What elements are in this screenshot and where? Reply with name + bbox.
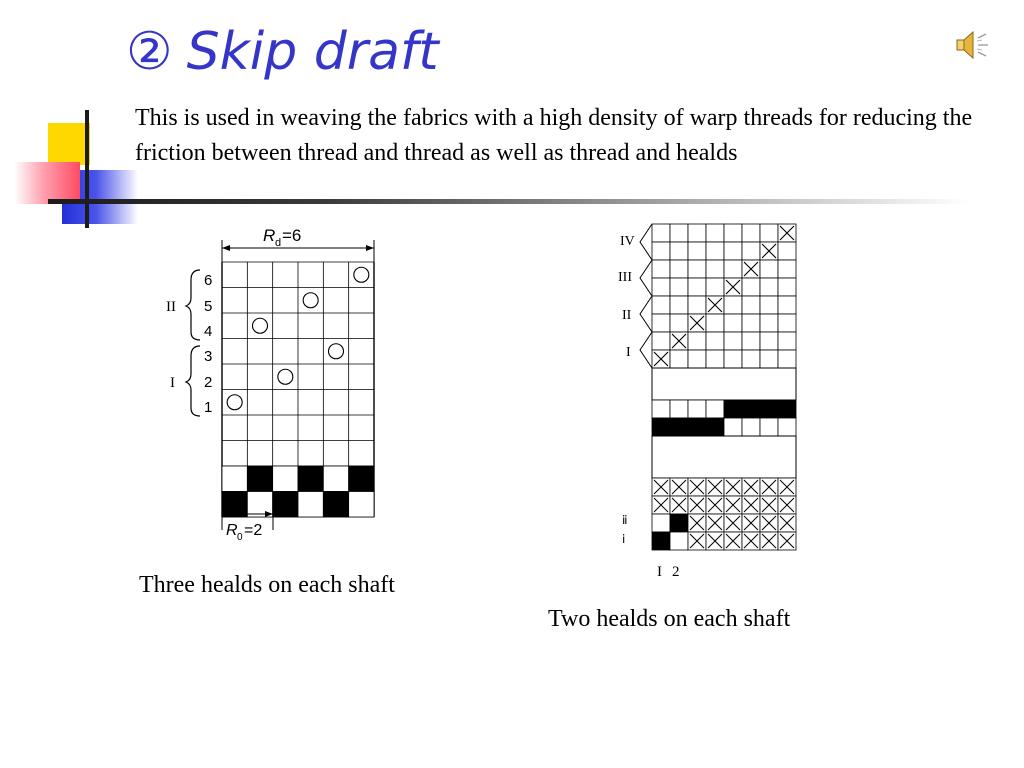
shaft-zigzag	[640, 296, 652, 332]
r0-value: =2	[244, 522, 263, 539]
speaker-icon[interactable]	[955, 28, 991, 62]
threading-cell	[706, 350, 724, 368]
row-label-3: 3	[204, 348, 213, 365]
row-label-5: 5	[204, 298, 213, 315]
threading-cell	[724, 260, 742, 278]
threading-cell	[760, 224, 778, 242]
denting-cell	[724, 400, 742, 418]
caption-two-healds: Two healds on each shaft	[548, 606, 791, 632]
side-mark-i: ⅰ	[622, 532, 626, 546]
threading-cell	[670, 296, 688, 314]
denting-cell	[688, 400, 706, 418]
threading-cell	[688, 242, 706, 260]
threading-cell	[652, 278, 670, 296]
threading-cell	[706, 314, 724, 332]
denting-cell	[652, 418, 670, 436]
r0-label: R	[226, 522, 238, 539]
threading-cell	[688, 350, 706, 368]
shaft-label-III: III	[618, 270, 632, 285]
threading-cell	[688, 278, 706, 296]
bottom-label-2: 2	[672, 564, 680, 580]
denting-cell	[298, 466, 323, 492]
shaft-label-II: II	[166, 299, 176, 315]
skip-draft-diagram-two-healds	[612, 220, 804, 586]
denting-cell	[323, 492, 348, 518]
threading-cell	[652, 260, 670, 278]
shaft-label-I: I	[170, 375, 175, 391]
denting-cell	[706, 400, 724, 418]
denting-pattern	[652, 400, 796, 436]
threading-cell	[724, 314, 742, 332]
denting-cell	[742, 400, 760, 418]
heald-circle-mark	[278, 369, 293, 384]
rd-label: R	[263, 226, 276, 245]
blank-band-bottom	[652, 436, 796, 478]
row-label-2: 2	[204, 374, 213, 391]
denting-cell	[670, 400, 688, 418]
title-text: Skip draft	[186, 22, 439, 82]
denting-cell	[778, 400, 796, 418]
caption-three-healds: Three healds on each shaft	[139, 572, 395, 598]
denting-pattern	[222, 466, 374, 517]
threading-cell	[706, 332, 724, 350]
row-label-1: 1	[204, 399, 213, 416]
threading-cell	[724, 242, 742, 260]
shaft-zigzag	[640, 260, 652, 296]
threading-cell	[778, 332, 796, 350]
threading-cell	[742, 224, 760, 242]
threading-cell	[778, 350, 796, 368]
decor-vertical-line	[85, 110, 89, 228]
shaft-brace-II	[186, 270, 200, 340]
weave-cell	[670, 514, 688, 532]
shaft-label-I: I	[626, 345, 631, 360]
threading-cell	[652, 296, 670, 314]
threading-cell	[652, 242, 670, 260]
shaft-label-II: II	[622, 308, 632, 323]
threading-cell	[778, 296, 796, 314]
shaft-label-IV: IV	[620, 234, 635, 249]
threading-cell	[652, 224, 670, 242]
threading-cell	[760, 332, 778, 350]
denting-cell	[778, 418, 796, 436]
heald-circle-mark	[227, 395, 242, 410]
denting-cell	[652, 400, 670, 418]
threading-cell	[760, 278, 778, 296]
threading-cell	[742, 332, 760, 350]
threading-cell	[670, 278, 688, 296]
threading-cell	[706, 224, 724, 242]
side-mark-ii: ⅱ	[622, 513, 628, 527]
denting-cell	[323, 466, 348, 492]
denting-cell	[724, 418, 742, 436]
threading-cell	[652, 314, 670, 332]
threading-cell	[760, 314, 778, 332]
denting-cell	[273, 466, 298, 492]
slide-title	[126, 22, 439, 82]
threading-cell	[670, 260, 688, 278]
r0-subscript: 0	[237, 532, 243, 543]
threading-cell	[688, 296, 706, 314]
heald-circle-mark	[354, 267, 369, 282]
weave-cell	[652, 514, 670, 532]
denting-cell	[688, 418, 706, 436]
heald-circle-mark	[303, 293, 318, 308]
threading-cell	[706, 260, 724, 278]
decor-yellow-square	[48, 123, 90, 165]
denting-cell	[222, 466, 247, 492]
threading-cell	[706, 242, 724, 260]
denting-cell	[706, 418, 724, 436]
threading-cell	[778, 260, 796, 278]
threading-cell	[724, 296, 742, 314]
threading-cell	[742, 242, 760, 260]
denting-cell	[742, 418, 760, 436]
threading-cell	[688, 260, 706, 278]
blank-band-top	[652, 368, 796, 400]
weave-cell	[670, 532, 688, 550]
threading-cell	[670, 242, 688, 260]
body-text: This is used in weaving the fabrics with a high density of warp threads for reducing the friction between thread and thread as well as thread and healds	[135, 105, 973, 166]
row-label-6: 6	[204, 272, 213, 289]
threading-cell	[670, 350, 688, 368]
threading-grid	[652, 224, 796, 368]
shaft-brace-I	[186, 346, 200, 416]
threading-cell	[670, 314, 688, 332]
decor-horizontal-rule	[48, 199, 968, 204]
threading-cell	[706, 278, 724, 296]
rd-subscript: d	[275, 237, 282, 249]
threading-cell	[760, 350, 778, 368]
denting-cell	[760, 400, 778, 418]
rd-arrow-right	[366, 245, 374, 251]
threading-cell	[742, 296, 760, 314]
threading-cell	[724, 350, 742, 368]
denting-cell	[298, 492, 323, 518]
threading-cell	[688, 332, 706, 350]
weave-cell	[652, 532, 670, 550]
threading-cell	[652, 332, 670, 350]
denting-cell	[247, 466, 272, 492]
title-number: ②	[126, 22, 173, 82]
heald-circle-mark	[329, 344, 344, 359]
threading-cell	[742, 350, 760, 368]
rd-value: =6	[282, 226, 302, 245]
shaft-zigzag-markers	[640, 224, 652, 368]
bottom-label-1: I	[657, 564, 662, 580]
shaft-zigzag	[640, 224, 652, 260]
rd-arrow-left	[222, 245, 230, 251]
denting-cell	[349, 492, 374, 518]
denting-cell	[670, 418, 688, 436]
shaft-zigzag	[640, 332, 652, 368]
heald-circle-mark	[253, 318, 268, 333]
threading-cell	[742, 314, 760, 332]
weave-grid	[652, 478, 796, 550]
threading-cell	[742, 278, 760, 296]
threading-cell	[724, 224, 742, 242]
threading-cell	[688, 224, 706, 242]
threading-cell	[760, 296, 778, 314]
threading-cell	[778, 314, 796, 332]
skip-draft-diagram-three-healds	[160, 218, 384, 548]
decor-red-square	[14, 162, 80, 204]
threading-cell	[760, 260, 778, 278]
denting-cell	[760, 418, 778, 436]
denting-cell	[349, 466, 374, 492]
threading-cell	[724, 332, 742, 350]
threading-cell	[778, 242, 796, 260]
threading-cell	[670, 224, 688, 242]
denting-cell	[273, 492, 298, 518]
threading-cell	[778, 278, 796, 296]
row-label-4: 4	[204, 323, 213, 340]
